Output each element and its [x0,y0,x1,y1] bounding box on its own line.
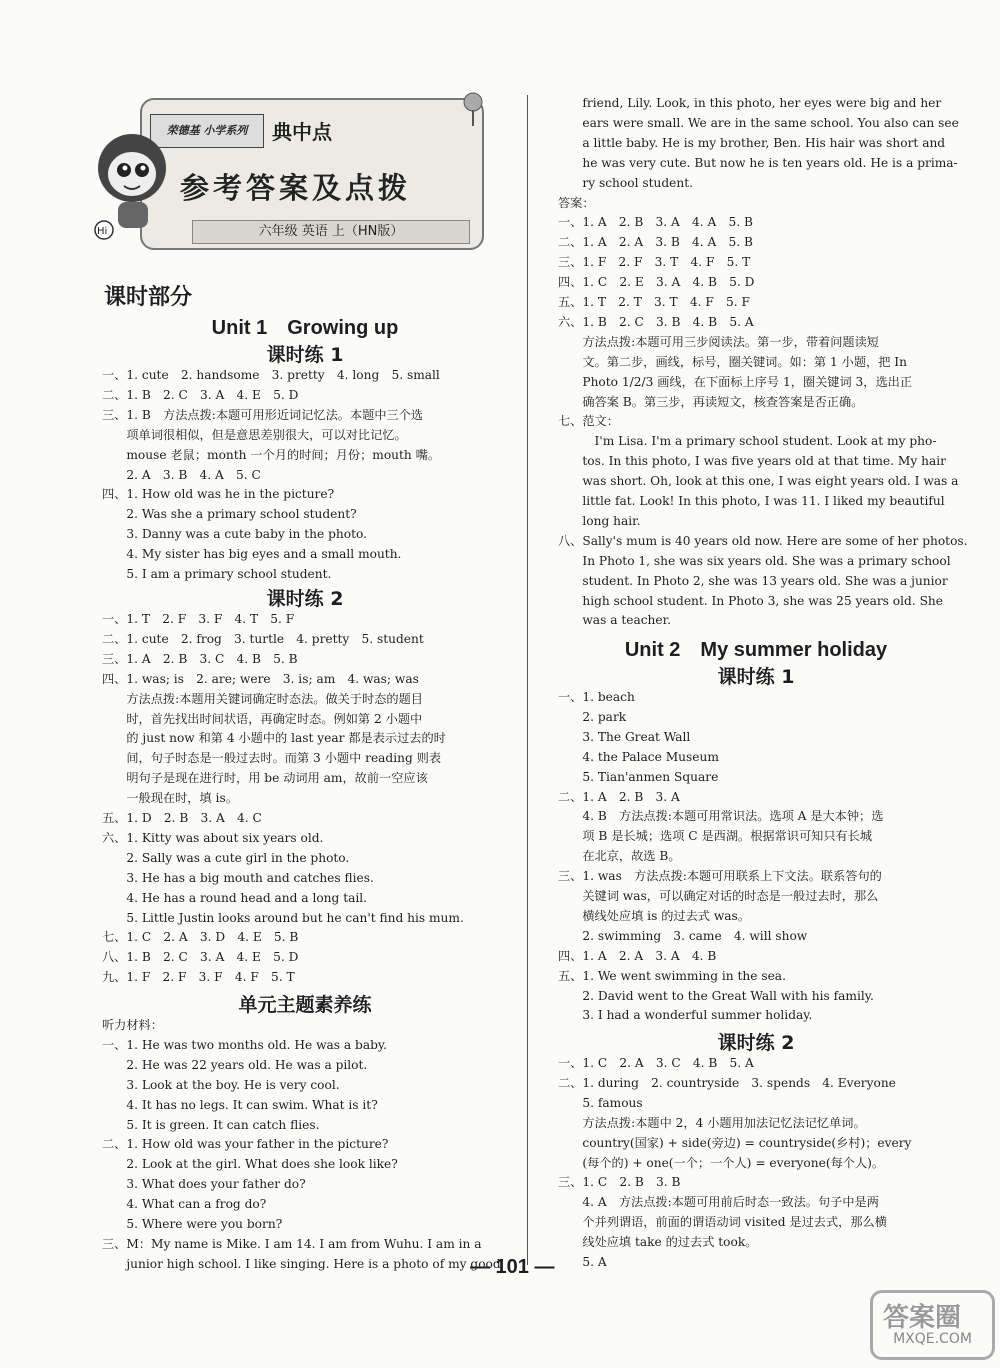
answer-line: 4. A 方法点拨:本题可用前后时态一致法。句子中是两 [558,1195,879,1210]
answer-line: ears were small. We are in the same school. You also can see [558,115,959,130]
answer-line: In Photo 1, she was six years old. She was a primary school [558,553,951,568]
answer-line: 三、M：My name is Mike. I am 14. I am from Wuhu. I am in a [102,1236,482,1251]
answer-line: 3. Danny was a cute baby in the photo. [102,527,367,542]
answer-line: 5. Little Justin looks around but he can't find his mum. [102,910,464,925]
answer-line: 九、1. F 2. F 3. F 4. F 5. T [102,970,295,985]
answer-line: 八、1. B 2. C 3. A 4. E 5. D [102,950,299,965]
answer-line: 方法点拨:本题可用三步阅读法。第一步，带着问题读短 [558,334,879,349]
answer-line: 2. A 3. B 4. A 5. C [102,467,261,482]
answer-line: 五、1. T 2. T 3. T 4. F 5. F [558,295,750,309]
answer-line: 3. I had a wonderful summer holiday. [558,1008,813,1023]
answer-line: 明句子是现在进行时，用 be 动词用 am，故前一空应该 [102,771,428,786]
answer-line: 一、1. beach [558,690,635,704]
theme-title: 单元主题素养练 [238,994,372,1016]
answer-line: 的 just now 和第 4 小题中的 last year 都是表示过去的时 [102,731,446,746]
grade-subtitle: 六年级 英语 上（HN版） [192,220,470,244]
answer-line: 4. It has no legs. It can swim. What is it? [102,1097,378,1112]
answer-line: 一、1. He was two months old. He was a baby. [102,1037,388,1052]
unit-title: Unit 1 Growing up [211,317,399,339]
answer-line: 4. B 方法点拨:本题可用常识法。选项 A 是大本钟；选 [558,809,884,824]
answer-line: 2. swimming 3. came 4. will show [558,928,808,943]
answer-line: 二、1. How old was your father in the picture? [102,1137,389,1152]
answer-line: 听力材料： [102,1018,163,1032]
answer-line: 三、1. B 方法点拨:本题可用形近词记忆法。本题中三个选 [102,407,424,422]
answer-line: 二、1. A 2. A 3. B 4. A 5. B [558,235,753,250]
answer-line: 一、1. T 2. F 3. F 4. T 5. F [102,612,295,626]
answer-line: 5. I am a primary school student. [102,567,332,581]
answer-line: 4. What can a frog do? [102,1197,267,1212]
answer-line: long hair. [558,513,641,528]
answer-line: 一般现在时，填 is。 [102,791,238,806]
pushpin-icon [458,92,488,128]
answer-line: 2. He was 22 years old. He was a pilot. [102,1057,368,1072]
answer-line: junior high school. I like singing. Here is a photo of my good [102,1256,501,1271]
answer-line: 四、1. How old was he in the picture? [102,487,335,502]
answer-line: 2. Was she a primary school student? [102,507,357,522]
answer-title: 参考答案及点拨 [180,171,412,205]
lesson-title: 课时练 1 [266,344,344,366]
answer-line: 5. A [558,1255,607,1269]
answer-line: 二、1. B 2. C 3. A 4. E 5. D [102,387,299,402]
answer-line: 三、1. was 方法点拨:本题可用联系上下文法。联系答句的 [558,869,882,884]
answer-line: 二、1. cute 2. frog 3. turtle 4. pretty 5. student [102,631,424,646]
answer-line: 3. What does your father do? [102,1177,306,1192]
answer-line: a little baby. He is my brother, Ben. His hair was short and [558,135,946,150]
answer-line: 项 B 是长城；选项 C 是西湖。根据常识可知只有长城 [558,829,873,844]
answer-line: was short. Oh, look at this one, I was eight years old. I was a [558,474,959,489]
answer-line: 一、1. cute 2. handsome 3. pretty 4. long 5. small [102,368,440,382]
answer-line: 4. He has a round head and a long tail. [102,890,368,905]
answer-line: 六、1. B 2. C 3. B 4. B 5. A [558,314,754,329]
answer-line: 关键词 was，可以确定对话的时态是一般过去时，那么 [558,889,879,903]
answer-line: 5. It is green. It can catch flies. [102,1117,320,1132]
answer-line: 方法点拨:本题中 2，4 小题用加法记忆法记忆单词。 [558,1115,866,1130]
answer-line: 3. He has a big mouth and catches flies. [102,870,374,885]
watermark-url: MXQE.COM [893,1331,972,1347]
answer-line: mouse 老鼠；month 一个月的时间；月份；mouth 嘴。 [102,447,441,462]
unit-title: Unit 2 My summer holiday [624,639,888,661]
answer-line: 个并列谓语，前面的谓语动词 visited 是过去式，那么横 [558,1215,887,1230]
series-logo: 荣德基 小学系列 [150,114,264,148]
page-number: — 101 — [470,1256,555,1278]
answer-line: 横线处应填 is 的过去式 was。 [558,908,750,923]
answer-line: 3. Look at the boy. He is very cool. [102,1077,340,1092]
mascot-icon [88,130,170,240]
answer-line: 三、1. C 2. B 3. B [558,1175,681,1190]
series-name: 典中点 [272,120,332,144]
answer-line: 4. My sister has big eyes and a small mouth. [102,547,402,562]
answer-line: friend, Lily. Look, in this photo, her eyes were big and her [558,96,942,110]
answer-line: ry school student. [558,175,693,190]
answer-line: 八、Sally's mum is 40 years old now. Here are some of her photos. [558,533,968,548]
answer-line: 七、范文： [558,414,619,429]
answer-line: 确答案 B。第三步，再读短文，核查答案是否正确。 [558,394,864,409]
column-divider [527,95,528,1265]
answer-line: 项单词很相似，但是意思差别很大，可以对比记忆。 [102,427,407,442]
answer-line: high school student. In Photo 3, she was 25 years old. She [558,593,943,608]
mascot-badge: Hi [97,226,108,237]
answer-line: 六、1. Kitty was about six years old. [102,830,324,845]
answer-line: I'm Lisa. I'm a primary school student. Look at my pho- [558,434,937,449]
answer-line: 2. David went to the Great Wall with his family. [558,988,874,1003]
answer-line: 一、1. A 2. B 3. A 4. A 5. B [558,215,753,230]
answer-line: 间，句子时态是一般过去时。而第 3 小题中 reading 则表 [102,751,442,766]
answer-line: 二、1. A 2. B 3. A [558,789,680,804]
answer-line: 3. The Great Wall [558,729,691,744]
answer-line: 方法点拨:本题用关键词确定时态法。做关于时态的题目 [102,691,423,706]
answer-line: Photo 1/2/3 画线，在下面标上序号 1，圈关键词 3，选出正 [558,374,913,389]
answer-line: 2. Look at the girl. What does she look like? [102,1157,398,1172]
answer-line: 答案： [558,195,595,210]
answer-line: little fat. Look! In this photo, I was 11. I liked my beautiful [558,494,945,508]
answer-line: 三、1. A 2. B 3. C 4. B 5. B [102,651,298,666]
header-banner [140,98,484,250]
answer-line: country(国家) + side(旁边) = countryside(乡村)；every [558,1135,912,1150]
answer-line: 二、1. during 2. countryside 3. spends 4. Everyone [558,1075,896,1090]
answer-line: 五、1. D 2. B 3. A 4. C [102,811,262,825]
answer-line: 五、1. We went swimming in the sea. [558,968,786,983]
answer-line: was a teacher. [558,613,671,628]
answer-line: 5. Tian'anmen Square [558,769,719,784]
answer-line: 文。第二步，画线，标号，圈关键词。如：第 1 小题，把 In [558,354,907,369]
lesson-title: 课时练 2 [717,1032,795,1054]
answer-line: 线处应填 take 的过去式 took。 [558,1235,758,1250]
lesson-title: 课时练 2 [266,588,344,610]
answer-line: 一、1. C 2. A 3. C 4. B 5. A [558,1056,754,1070]
watermark-main: 答案圈 [883,1303,962,1333]
section-title: 课时部分 [104,285,193,310]
answer-line: he was very cute. But now he is ten years old. He is a prima- [558,155,958,170]
watermark [870,1290,995,1360]
answer-line: student. In Photo 2, she was 13 years old. She was a junior [558,573,948,588]
answer-line: 四、1. A 2. A 3. A 4. B [558,948,717,963]
answer-line: 三、1. F 2. F 3. T 4. F 5. T [558,255,751,270]
answer-line: 5. Where were you born? [102,1217,283,1231]
lesson-title: 课时练 1 [717,666,795,688]
answer-line: 四、1. was; is 2. are; were 3. is; am 4. was; was [102,671,419,686]
answer-line: 5. famous [558,1095,643,1110]
answer-line: (每个的) + one(一个；一个人) = everyone(每个人)。 [558,1155,885,1170]
answer-line: 4. the Palace Museum [558,749,719,764]
answer-line: 在北京，故选 B。 [558,849,681,864]
answer-line: 七、1. C 2. A 3. D 4. E 5. B [102,930,299,945]
answer-line: 四、1. C 2. E 3. A 4. B 5. D [558,275,755,290]
answer-line: tos. In this photo, I was five years old at that time. My hair [558,454,946,469]
answer-line: 时，首先找出时间状语，再确定时态。例如第 2 小题中 [102,711,423,726]
answer-line: 2. park [558,709,627,724]
answer-line: 2. Sally was a cute girl in the photo. [102,850,350,865]
